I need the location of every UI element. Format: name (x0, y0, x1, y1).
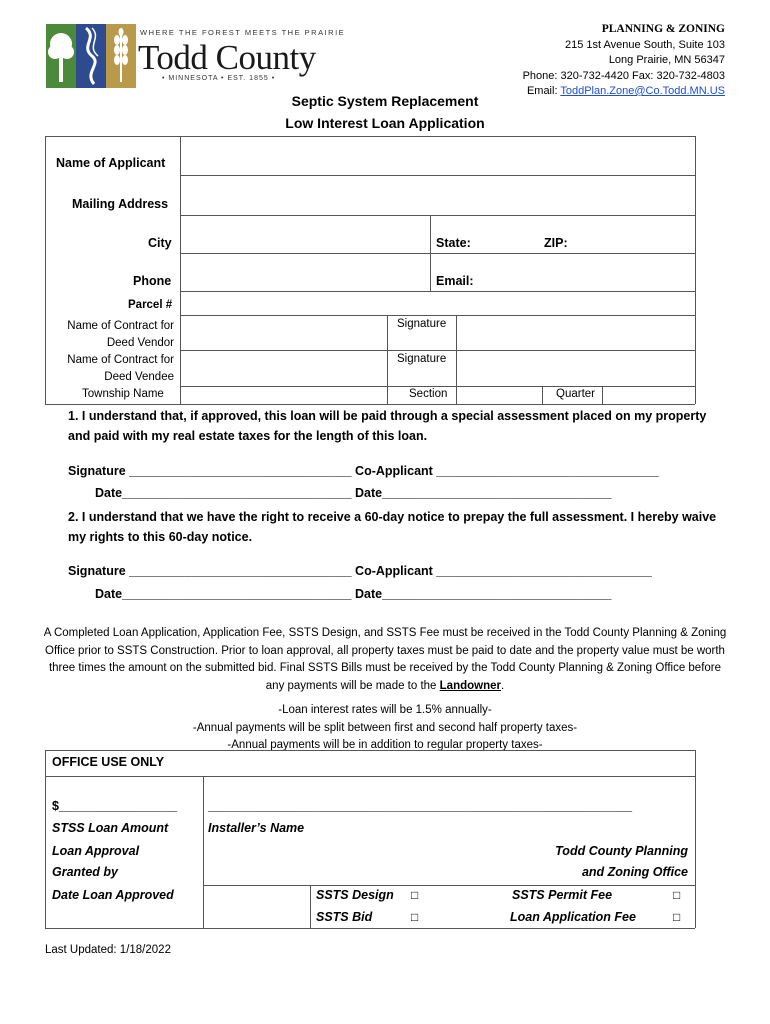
township-label: Township Name (82, 388, 164, 400)
date-approved-label: Date Loan Approved (52, 888, 174, 902)
contact-block (523, 22, 725, 100)
tree-icon (46, 24, 76, 88)
statement-2: 2. I understand that we have the right to receive a 60-day notice to prepay the full assessment. I hereby waive my rights to this 60-day notice. (68, 510, 717, 544)
section-label: Section (409, 388, 448, 400)
vendee-field[interactable] (182, 352, 386, 385)
applicant-name-field[interactable] (182, 138, 694, 174)
email-link[interactable]: ToddPlan.Zone@Co.Todd.MN.US (560, 85, 725, 97)
ssts-bid-label: SSTS Bid (316, 910, 373, 924)
form-title: Septic System Replacement (291, 93, 479, 109)
loan-term-3: -Annual payments will be in addition to regular property taxes- (227, 739, 543, 751)
address-line-2: Long Prairie, MN 56347 (608, 54, 725, 66)
email-label: Email: (436, 274, 474, 288)
last-updated: Last Updated: 1/18/2022 (45, 944, 171, 956)
address-line-1: 215 1st Avenue South, Suite 103 (564, 38, 725, 51)
signature-line-2[interactable]: Signature ________________________________ Co-Applicant _______________________________ (68, 564, 652, 578)
phone-label: Phone (133, 274, 172, 288)
mailing-address-label: Mailing Address (72, 197, 169, 211)
county-logo (46, 24, 136, 88)
logo-tagline: WHERE THE FOREST MEETS THE PRAIRIE (140, 28, 346, 37)
statement-1: 1. I understand that, if approved, this loan will be paid through a special assessment placed on my property and paid with my real estate taxes for the length of this loan. (68, 409, 707, 443)
loan-amount-label: STSS Loan Amount (52, 821, 169, 835)
quarter-label: Quarter (556, 388, 595, 400)
planning-office-line-2: and Zoning Office (581, 865, 688, 879)
wheat-icon (106, 24, 136, 88)
form-subtitle: Low Interest Loan Application (285, 115, 485, 131)
application-fee-label: Loan Application Fee (510, 910, 636, 924)
vendee-label: Name of Contract for Deed Vendee (67, 354, 174, 383)
installer-name-label: Installer’s Name (208, 821, 305, 835)
city-field[interactable] (182, 217, 429, 252)
phone-fax: Phone: 320-732-4420 Fax: 320-732-4803 (522, 69, 725, 82)
parcel-field[interactable] (182, 293, 694, 314)
granted-by-label: Granted by (52, 865, 118, 879)
logo-subtitle: • MINNESOTA • EST. 1855 • (162, 75, 276, 82)
loan-term-1: -Loan interest rates will be 1.5% annually- (278, 704, 492, 716)
vendor-label: Name of Contract for Deed Vendor (67, 320, 174, 349)
office-use-heading: OFFICE USE ONLY (52, 755, 165, 769)
phone-field[interactable] (182, 255, 429, 290)
landowner-emphasis: Landowner (439, 679, 501, 692)
mailing-address-field[interactable] (182, 177, 694, 214)
parcel-label: Parcel # (128, 299, 173, 311)
zip-label: ZIP: (544, 236, 568, 250)
river-icon (76, 24, 106, 88)
loan-terms (0, 702, 770, 755)
date-line-1[interactable]: Date_________________________________ Date_________________________________ (95, 486, 612, 500)
township-field[interactable] (182, 388, 386, 403)
loan-amount-line[interactable]: $_________________ (52, 799, 178, 813)
permit-fee-label: SSTS Permit Fee (512, 888, 613, 902)
date-line-2[interactable]: Date_________________________________ Date_________________________________ (95, 587, 612, 601)
name-of-applicant-label: Name of Applicant (56, 156, 166, 170)
vendor-signature-label: Signature (397, 318, 447, 330)
ssts-bid-checkbox[interactable]: □ (411, 910, 419, 924)
loan-approval-label: Loan Approval (52, 844, 140, 858)
vendee-signature-label: Signature (397, 353, 447, 365)
ssts-design-checkbox[interactable]: □ (411, 888, 419, 902)
loan-term-2: -Annual payments will be split between first and second half property taxes- (192, 721, 578, 734)
email-line: Email: ToddPlan.Zone@Co.Todd.MN.US (526, 85, 725, 97)
signature-line-1[interactable]: Signature ________________________________ Co-Applicant ________________________________ (68, 464, 659, 478)
logo-name: Todd County (138, 38, 316, 77)
state-label: State: (436, 236, 471, 250)
city-label: City (148, 236, 172, 250)
application-fee-checkbox[interactable]: □ (673, 910, 681, 924)
permit-fee-checkbox[interactable]: □ (673, 888, 681, 902)
planning-office-line-1: Todd County Planning (555, 844, 688, 858)
vendor-field[interactable] (182, 317, 386, 349)
requirements-notice: A Completed Loan Application, Application Fee, SSTS Design, and SSTS Fee must be received in the Todd County Planning & Zoning Office prior to SSTS Construction. Prior to loan approval, all property taxes must be paid to date and the property value must be worth three times the amount on the submitted bid. Final SSTS Bills must be received by the Todd County Planning & Zoning Office before any payments will be made to the Landowner. (43, 627, 727, 692)
department-name: PLANNING & ZONING (601, 23, 725, 35)
ssts-design-label: SSTS Design (316, 888, 394, 902)
installer-line[interactable]: _____________________________________________________________ (208, 799, 633, 813)
